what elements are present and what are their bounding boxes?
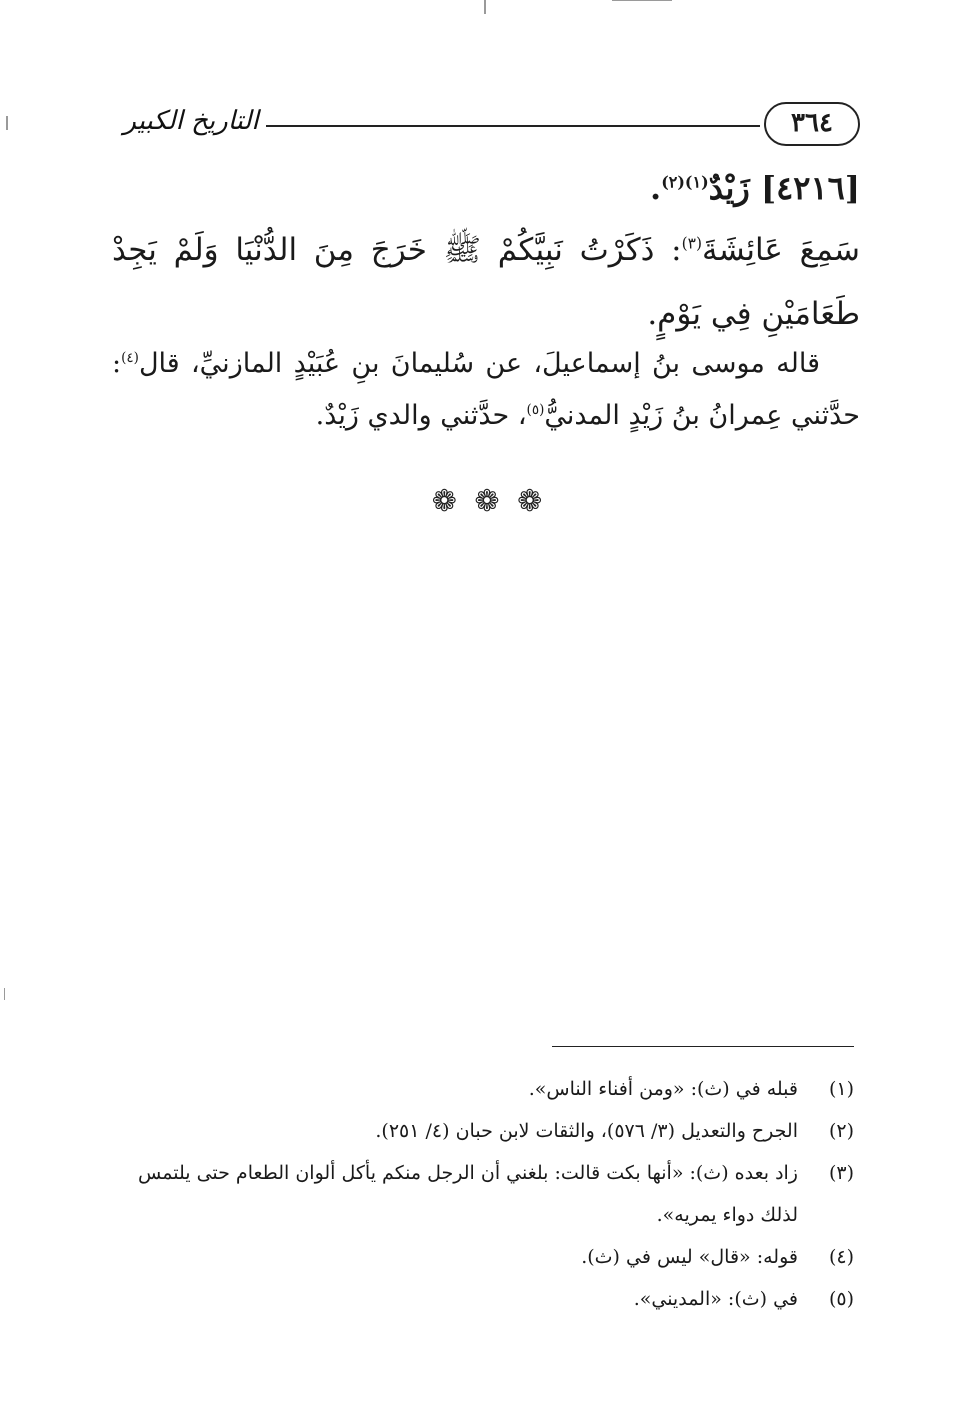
footnote — [112, 1068, 854, 1110]
isnad-part: قاله موسى بنُ إسماعيلَ، عن سُليمانَ بنِ عُبَيْدٍ المازنيِّ، قال — [138, 348, 820, 379]
footnote-number: (٣) — [828, 1162, 854, 1184]
footnote-separator — [552, 1046, 854, 1047]
hadith-part: سَمِعَ عَائِشَةَ — [702, 232, 860, 268]
footnote-ref: (١)(٢) — [661, 172, 709, 192]
book-title: التاريخ الكبير — [123, 106, 259, 136]
page-number: ٣٦٤ — [764, 102, 860, 146]
footnote — [112, 1236, 854, 1278]
footnote-text: قوله: «قال» ليس في (ث). — [581, 1246, 798, 1268]
footnotes — [112, 1068, 854, 1320]
footnote — [112, 1152, 854, 1236]
hadith-part: : ذَكَرْتُ نَبِيَّكُمْ ﷺ خَرَجَ مِنَ الدُّنْيَا وَلَمْ يَجِدْ طَعَامَيْنِ فِي يَوْمٍ. — [112, 232, 860, 332]
entry-number: [٤٢١٦] — [760, 169, 860, 207]
scan-edge-mark — [484, 0, 486, 14]
entry-heading — [112, 162, 860, 214]
isnad-part: ، حدَّثني والدي زَيْدٌ. — [315, 400, 527, 431]
scan-edge-mark — [612, 0, 672, 1]
scan-edge-mark — [6, 116, 8, 130]
isnad-text — [112, 338, 860, 442]
footnote-number: (٥) — [828, 1288, 854, 1310]
scan-edge-mark — [4, 988, 5, 1000]
footnote-text: في (ث): «المديني». — [633, 1288, 798, 1310]
entry-name: زَيْدٌ — [708, 169, 750, 207]
footnote-text: قبله في (ث): «ومن أفناء الناس». — [528, 1078, 798, 1100]
footnote-text: الجرح والتعديل (٣/ ٥٧٦)، والثقات لابن حبان (٤/ ٢٥١). — [375, 1120, 798, 1142]
section-ornaments: ❁ ❁ ❁ — [431, 484, 547, 519]
footnote-text: زاد بعده (ث): «أنها بكت قالت: بلغني أن الرجل منكم يأكل ألوان الطعام حتى يلتمس لذلك دواء يمريه». — [138, 1162, 798, 1226]
entry-end: . — [650, 169, 662, 207]
footnote-number: (٢) — [828, 1120, 854, 1142]
isnad-part: : حدَّثني عِمرانُ بنُ زَيْدٍ المدنيُّ — [112, 348, 860, 431]
running-header — [116, 98, 860, 154]
footnote — [112, 1278, 854, 1320]
header-rule — [266, 125, 760, 127]
footnote-ref: (٤) — [121, 350, 139, 366]
footnote — [112, 1110, 854, 1152]
footnote-ref: (٣) — [681, 234, 703, 253]
hadith-text — [112, 218, 860, 346]
footnote-number: (١) — [828, 1078, 854, 1100]
footnote-ref: (٥) — [526, 402, 545, 418]
footnote-number: (٤) — [828, 1246, 854, 1268]
